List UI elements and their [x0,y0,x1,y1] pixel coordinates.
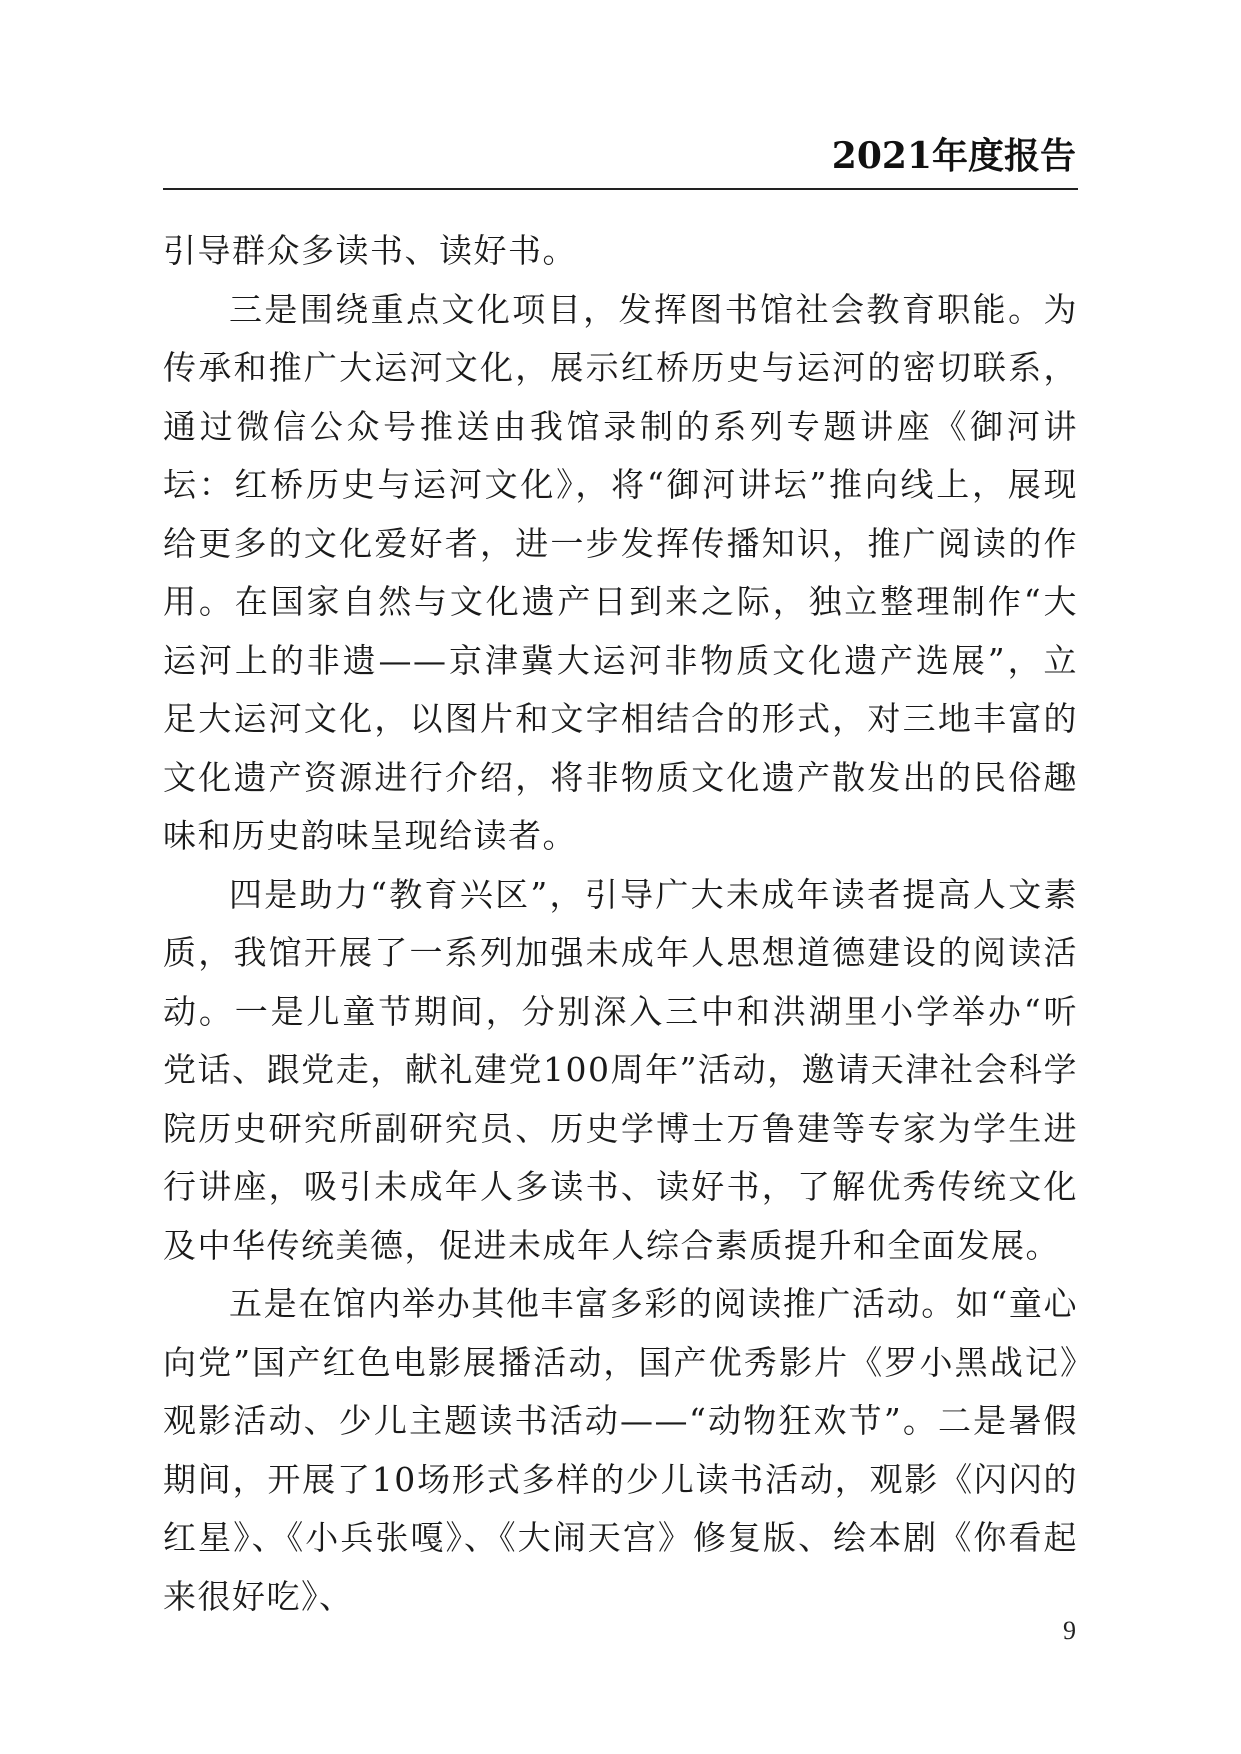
header-rule [163,188,1078,190]
page-number: 9 [1063,1616,1076,1645]
paragraph-item-three: 三是围绕重点文化项目，发挥图书馆社会教育职能。为传承和推广大运河文化，展示红桥历史与运河的密切联系，通过微信公众号推送由我馆录制的系列专题讲座《御河讲坛：红桥历史与运河文化》，将“御河讲坛”推向线上，展现给更多的文化爱好者，进一步发挥传播知识，推广阅读的作用。在国家自然与文化遗产日到来之际，独立整理制作“大运河上的非遗——京津冀大运河非物质文化遗产选展”，立足大运河文化，以图片和文字相结合的形式，对三地丰富的文化遗产资源进行介绍，将非物质文化遗产散发出的民俗趣味和历史韵味呈现给读者。 [163,289,1078,855]
body-text [163,222,1078,1626]
paragraph-continuation: 引导群众多读书、读好书。 [163,231,577,270]
paragraph-item-four: 四是助力“教育兴区”，引导广大未成年读者提高人文素质，我馆开展了一系列加强未成年人思想道德建设的阅读活动。一是儿童节期间，分别深入三中和洪湖里小学举办“听党话、跟党走，献礼建党100周年”活动，邀请天津社会科学院历史研究所副研究员、历史学博士万鲁建等专家为学生进行讲座，吸引未成年人多读书、读好书，了解优秀传统文化及中华传统美德，促进未成年人综合素质提升和全面发展。 [163,874,1078,1265]
paragraph-item-five: 五是在馆内举办其他丰富多彩的阅读推广活动。如“童心向党”国产红色电影展播活动，国产优秀影片《罗小黑战记》观影活动、少儿主题读书活动——“动物狂欢节”。二是暑假期间，开展了10场形式多样的少儿读书活动，观影《闪闪的红星》、《小兵张嘎》、《大闹天宫》修复版、绘本剧《你看起来很好吃》、 [163,1284,1078,1616]
running-header-title: 2021年度报告 [831,135,1076,177]
